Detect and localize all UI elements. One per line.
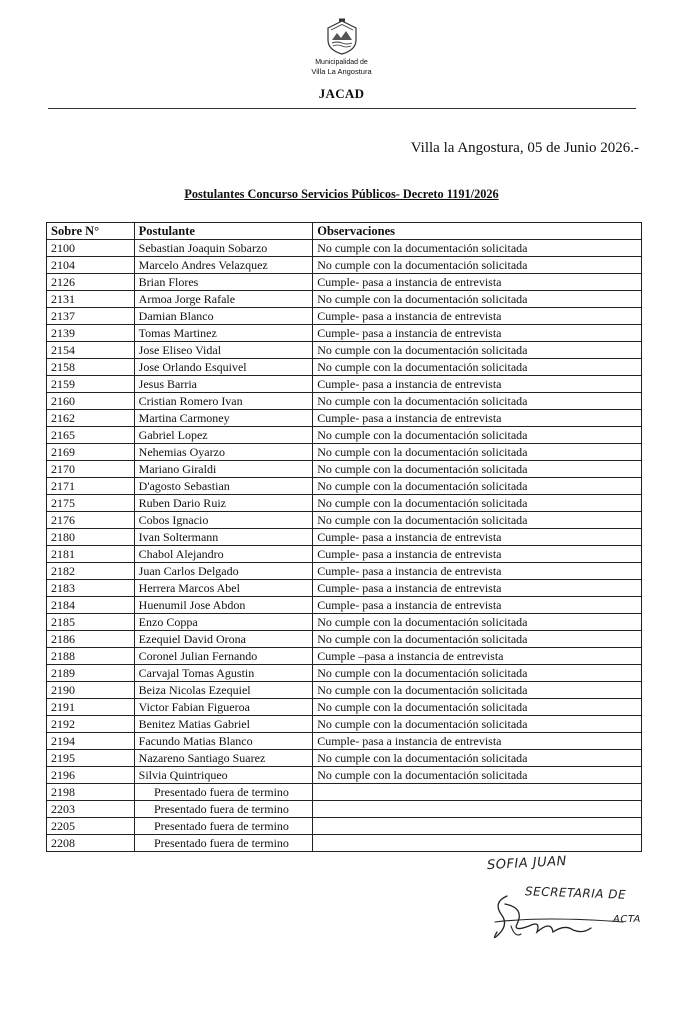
organization-title: JACAD (318, 86, 365, 101)
sobre-number: 2104 (47, 257, 135, 274)
sobre-number: 2203 (47, 801, 135, 818)
table-row (47, 376, 642, 393)
table-row (47, 427, 642, 444)
postulante-name: Presentado fuera de termino (134, 801, 313, 818)
observacion (313, 784, 642, 801)
observacion: No cumple con la documentación solicitada (313, 512, 642, 529)
table-row (47, 733, 642, 750)
table-row (47, 274, 642, 291)
observacion: Cumple- pasa a instancia de entrevista (313, 410, 642, 427)
observacion (313, 835, 642, 852)
postulante-name: Jose Orlando Esquivel (134, 359, 313, 376)
observacion: Cumple –pasa a instancia de entrevista (313, 648, 642, 665)
postulante-name: Chabol Alejandro (134, 546, 313, 563)
table-row (47, 291, 642, 308)
observacion: Cumple- pasa a instancia de entrevista (313, 274, 642, 291)
postulante-name: Gabriel Lopez (134, 427, 313, 444)
postulante-name: Huenumil Jose Abdon (134, 597, 313, 614)
postulante-name: Presentado fuera de termino (134, 835, 313, 852)
sobre-number: 2159 (47, 376, 135, 393)
observacion: No cumple con la documentación solicitada (313, 359, 642, 376)
observacion: No cumple con la documentación solicitada (313, 342, 642, 359)
header-postulante: Postulante (134, 223, 313, 240)
sobre-number: 2183 (47, 580, 135, 597)
observacion: No cumple con la documentación solicitada (313, 665, 642, 682)
observacion: Cumple- pasa a instancia de entrevista (313, 325, 642, 342)
observacion (313, 818, 642, 835)
observacion: No cumple con la documentación solicitada (313, 393, 642, 410)
table-row (47, 699, 642, 716)
table-row (47, 648, 642, 665)
observacion: No cumple con la documentación solicitada (313, 750, 642, 767)
signature-block (455, 853, 665, 948)
observacion: Cumple- pasa a instancia de entrevista (313, 308, 642, 325)
letterhead (0, 18, 683, 76)
observacion: No cumple con la documentación solicitada (313, 614, 642, 631)
postulante-name: Carvajal Tomas Agustin (134, 665, 313, 682)
table-row (47, 614, 642, 631)
observacion: Cumple- pasa a instancia de entrevista (313, 597, 642, 614)
postulante-name: Martina Carmoney (134, 410, 313, 427)
postulante-name: Presentado fuera de termino (134, 784, 313, 801)
postulante-name: Enzo Coppa (134, 614, 313, 631)
document-title: Postulantes Concurso Servicios Públicos- Decreto 1191/2026 (184, 187, 499, 201)
observacion (313, 801, 642, 818)
table-row (47, 784, 642, 801)
table-row (47, 682, 642, 699)
table-row (47, 631, 642, 648)
table-row (47, 818, 642, 835)
table-row (47, 546, 642, 563)
sobre-number: 2126 (47, 274, 135, 291)
sobre-number: 2185 (47, 614, 135, 631)
observacion: No cumple con la documentación solicitada (313, 291, 642, 308)
postulante-name: Marcelo Andres Velazquez (134, 257, 313, 274)
postulante-name: D'agosto Sebastian (134, 478, 313, 495)
table-row (47, 444, 642, 461)
observacion: No cumple con la documentación solicitada (313, 767, 642, 784)
table-row (47, 342, 642, 359)
postulante-name: Ivan Soltermann (134, 529, 313, 546)
sobre-number: 2137 (47, 308, 135, 325)
sobre-number: 2195 (47, 750, 135, 767)
table-row (47, 563, 642, 580)
municipality-name: Villa La Angostura (311, 67, 372, 76)
postulante-name: Jesus Barria (134, 376, 313, 393)
observacion: No cumple con la documentación solicitada (313, 461, 642, 478)
table-row (47, 580, 642, 597)
postulante-name: Presentado fuera de termino (134, 818, 313, 835)
sobre-number: 2162 (47, 410, 135, 427)
municipality-label: Municipalidad de (315, 59, 368, 66)
postulante-name: Mariano Giraldi (134, 461, 313, 478)
table-row (47, 665, 642, 682)
table-row (47, 257, 642, 274)
signer-name: SOFIA JUAN (486, 853, 568, 874)
postulante-name: Tomas Martinez (134, 325, 313, 342)
postulante-name: Jose Eliseo Vidal (134, 342, 313, 359)
sobre-number: 2160 (47, 393, 135, 410)
sobre-number: 2165 (47, 427, 135, 444)
observacion: No cumple con la documentación solicitada (313, 631, 642, 648)
postulante-name: Coronel Julian Fernando (134, 648, 313, 665)
postulante-name: Cristian Romero Ivan (134, 393, 313, 410)
observacion: No cumple con la documentación solicitada (313, 699, 642, 716)
postulante-name: Victor Fabian Figueroa (134, 699, 313, 716)
observacion: Cumple- pasa a instancia de entrevista (313, 580, 642, 597)
table-row (47, 393, 642, 410)
sobre-number: 2192 (47, 716, 135, 733)
table-row (47, 512, 642, 529)
sobre-number: 2191 (47, 699, 135, 716)
postulante-name: Sebastian Joaquin Sobarzo (134, 240, 313, 257)
table-row (47, 716, 642, 733)
table-row (47, 461, 642, 478)
sobre-number: 2170 (47, 461, 135, 478)
sobre-number: 2184 (47, 597, 135, 614)
sobre-number: 2205 (47, 818, 135, 835)
table-row (47, 597, 642, 614)
sobre-number: 2181 (47, 546, 135, 563)
table-row (47, 240, 642, 257)
observacion: Cumple- pasa a instancia de entrevista (313, 376, 642, 393)
postulante-name: Nehemias Oyarzo (134, 444, 313, 461)
sobre-number: 2196 (47, 767, 135, 784)
sobre-number: 2131 (47, 291, 135, 308)
observacion: No cumple con la documentación solicitada (313, 240, 642, 257)
observacion: No cumple con la documentación solicitada (313, 716, 642, 733)
table-row (47, 495, 642, 512)
sobre-number: 2154 (47, 342, 135, 359)
postulante-name: Facundo Matias Blanco (134, 733, 313, 750)
municipal-seal-icon (322, 18, 362, 56)
table-row (47, 359, 642, 376)
sobre-number: 2180 (47, 529, 135, 546)
signer-role-line2: ACTA (613, 914, 641, 925)
postulante-name: Brian Flores (134, 274, 313, 291)
applicants-table (46, 222, 642, 852)
table-row (47, 478, 642, 495)
observacion: No cumple con la documentación solicitada (313, 257, 642, 274)
postulante-name: Beiza Nicolas Ezequiel (134, 682, 313, 699)
postulante-name: Armoa Jorge Rafale (134, 291, 313, 308)
signer-role-line1: SECRETARIA DE (524, 884, 627, 902)
sobre-number: 2171 (47, 478, 135, 495)
observacion: Cumple- pasa a instancia de entrevista (313, 733, 642, 750)
sobre-number: 2100 (47, 240, 135, 257)
table-row (47, 750, 642, 767)
sobre-number: 2190 (47, 682, 135, 699)
header-observaciones: Observaciones (313, 223, 642, 240)
table-row (47, 308, 642, 325)
sobre-number: 2182 (47, 563, 135, 580)
table-header-row (47, 223, 642, 240)
observacion: No cumple con la documentación solicitada (313, 478, 642, 495)
postulante-name: Silvia Quintriqueo (134, 767, 313, 784)
postulante-name: Juan Carlos Delgado (134, 563, 313, 580)
table-row (47, 529, 642, 546)
table-row (47, 410, 642, 427)
postulante-name: Cobos Ignacio (134, 512, 313, 529)
table-row (47, 801, 642, 818)
sobre-number: 2175 (47, 495, 135, 512)
sobre-number: 2186 (47, 631, 135, 648)
postulante-name: Benitez Matias Gabriel (134, 716, 313, 733)
sobre-number: 2189 (47, 665, 135, 682)
sobre-number: 2188 (47, 648, 135, 665)
observacion: No cumple con la documentación solicitada (313, 427, 642, 444)
observacion: Cumple- pasa a instancia de entrevista (313, 529, 642, 546)
postulante-name: Ezequiel David Orona (134, 631, 313, 648)
sobre-number: 2158 (47, 359, 135, 376)
table-row (47, 325, 642, 342)
observacion: Cumple- pasa a instancia de entrevista (313, 546, 642, 563)
observacion: No cumple con la documentación solicitada (313, 444, 642, 461)
postulante-name: Herrera Marcos Abel (134, 580, 313, 597)
postulante-name: Ruben Dario Ruiz (134, 495, 313, 512)
sobre-number: 2194 (47, 733, 135, 750)
date-line: Villa la Angostura, 05 de Junio 2026.- (410, 140, 639, 156)
observacion: No cumple con la documentación solicitada (313, 495, 642, 512)
table-row (47, 835, 642, 852)
sobre-number: 2139 (47, 325, 135, 342)
postulante-name: Damian Blanco (134, 308, 313, 325)
sobre-number: 2176 (47, 512, 135, 529)
sobre-number: 2198 (47, 784, 135, 801)
table-row (47, 767, 642, 784)
sobre-number: 2169 (47, 444, 135, 461)
postulante-name: Nazareno Santiago Suarez (134, 750, 313, 767)
observacion: No cumple con la documentación solicitada (313, 682, 642, 699)
sobre-number: 2208 (47, 835, 135, 852)
header-sobre: Sobre N° (47, 223, 135, 240)
header-divider (48, 108, 636, 109)
observacion: Cumple- pasa a instancia de entrevista (313, 563, 642, 580)
